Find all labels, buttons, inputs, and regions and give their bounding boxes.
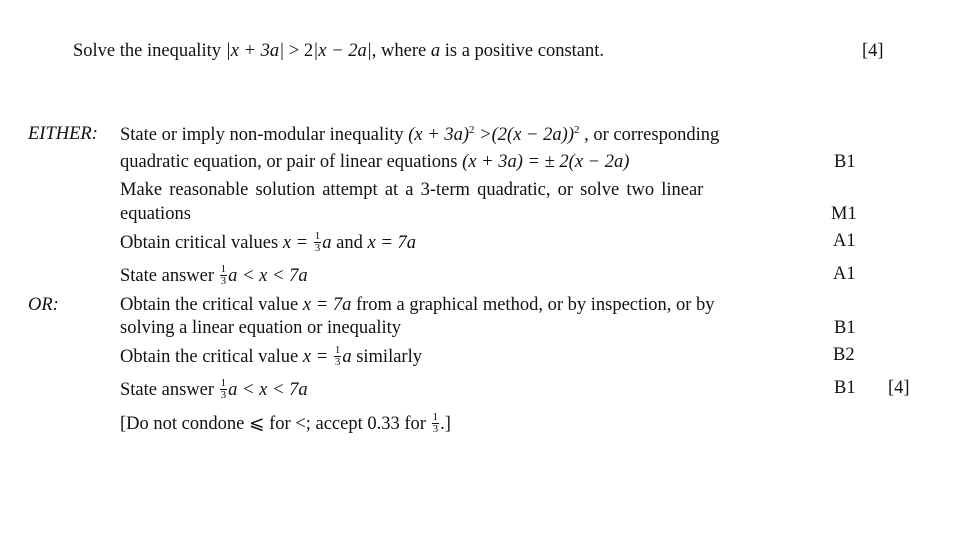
either-step-1-mark: B1 <box>834 152 856 172</box>
or-step-1-line-1: Obtain the critical value x = 7a from a graphical method, or by inspection, or by <box>120 295 715 315</box>
either-step-1-line-1: State or imply non-modular inequality $(x + 3a)^2 >(2(x - 2a))^2$ , or corresponding <box>120 124 720 146</box>
or-label: OR: <box>28 295 59 315</box>
or-step-2: Obtain the critical value x = $\frac{1}{3}$ a similarly <box>120 344 422 368</box>
either-step-3-mark: A1 <box>833 231 856 251</box>
or-step-3-mark: B1 <box>834 378 856 398</box>
either-step-4-mark: A1 <box>833 264 856 284</box>
fraction-one-third: $\frac{1}{3}$ <box>220 263 227 287</box>
either-step-3: Obtain critical values x = $\frac{1}{3}$ a and x = 7a <box>120 230 416 254</box>
question-var: a <box>430 41 441 61</box>
fraction-one-third: $\frac{1}{3}$ <box>334 344 341 368</box>
either-label: EITHER: <box>28 124 98 144</box>
either-step-4: State answer $\frac{1}{3}$ a < x < 7a <box>120 263 308 287</box>
or-total-marks: [4] <box>888 378 910 398</box>
either-step-1-line-2: quadratic equation, or pair of linear equations (x + 3a) = ± 2(x − 2a) <box>120 152 630 172</box>
either-step-2-mark: M1 <box>831 204 857 224</box>
fraction-one-third: $\frac{1}{3}$ <box>432 411 439 435</box>
or-step-2-mark: B2 <box>833 345 855 365</box>
either-step-2-line-1: Make reasonable solution attempt at a 3-term quadratic, or solve two linear <box>120 180 704 200</box>
question-text <box>73 42 604 61</box>
question-tail-a: , where <box>371 41 431 61</box>
question-gt: > 2 <box>284 41 314 61</box>
or-step-1-mark: B1 <box>834 318 856 338</box>
question-expr-b: |x − 2a| <box>313 41 372 61</box>
question-tail-b: is a positive constant. <box>440 41 605 61</box>
question-expr-a: |x + 3a| <box>225 41 285 61</box>
scheme-note: [Do not condone ⩽ for <; accept 0.33 for $\frac{1}{3}$ .] <box>120 411 451 435</box>
fraction-one-third: $\frac{1}{3}$ <box>314 230 321 254</box>
question-lead: Solve the inequality <box>73 41 226 61</box>
question-marks: [4] <box>862 41 884 61</box>
either-step-2-line-2: equations <box>120 204 191 224</box>
or-step-3: State answer $\frac{1}{3}$ a < x < 7a <box>120 377 308 401</box>
or-step-1-line-2: solving a linear equation or inequality <box>120 318 402 338</box>
fraction-one-third: $\frac{1}{3}$ <box>220 377 227 401</box>
